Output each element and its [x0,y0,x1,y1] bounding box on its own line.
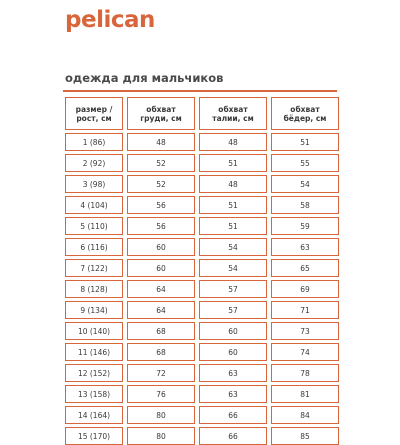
cell-hips: 84 [271,406,339,424]
cell-hips: 73 [271,322,339,340]
page-title: одежда для мальчиков [65,71,224,85]
header-size-height: размер / рост, см [65,97,123,130]
cell-size-height: 11 (146) [65,343,123,361]
cell-chest: 60 [127,259,195,277]
cell-waist: 48 [199,175,267,193]
cell-size-height: 9 (134) [65,301,123,319]
cell-size-height: 10 (140) [65,322,123,340]
cell-waist: 63 [199,385,267,403]
cell-waist: 54 [199,259,267,277]
cell-chest: 56 [127,196,195,214]
cell-hips: 65 [271,259,339,277]
cell-hips: 63 [271,238,339,256]
cell-hips: 81 [271,385,339,403]
header-hips: обхват бёдер, см [271,97,339,130]
cell-waist: 51 [199,154,267,172]
cell-size-height: 7 (122) [65,259,123,277]
cell-size-height: 14 (164) [65,406,123,424]
cell-waist: 60 [199,343,267,361]
brand-logo: pelican [65,7,155,33]
cell-waist: 48 [199,133,267,151]
cell-hips: 71 [271,301,339,319]
cell-chest: 68 [127,322,195,340]
cell-waist: 60 [199,322,267,340]
size-table [65,97,335,445]
cell-size-height: 3 (98) [65,175,123,193]
cell-waist: 66 [199,427,267,445]
cell-chest: 64 [127,301,195,319]
cell-chest: 68 [127,343,195,361]
cell-hips: 51 [271,133,339,151]
cell-hips: 55 [271,154,339,172]
cell-hips: 69 [271,280,339,298]
cell-chest: 48 [127,133,195,151]
cell-hips: 54 [271,175,339,193]
cell-chest: 64 [127,280,195,298]
cell-waist: 63 [199,364,267,382]
cell-chest: 52 [127,175,195,193]
cell-size-height: 2 (92) [65,154,123,172]
cell-chest: 76 [127,385,195,403]
cell-waist: 57 [199,280,267,298]
size-chart-page [60,0,340,441]
cell-chest: 80 [127,406,195,424]
cell-size-height: 4 (104) [65,196,123,214]
cell-chest: 56 [127,217,195,235]
cell-waist: 54 [199,238,267,256]
cell-size-height: 8 (128) [65,280,123,298]
cell-size-height: 15 (170) [65,427,123,445]
cell-chest: 60 [127,238,195,256]
cell-size-height: 5 (110) [65,217,123,235]
cell-hips: 85 [271,427,339,445]
cell-chest: 72 [127,364,195,382]
cell-waist: 51 [199,217,267,235]
cell-size-height: 12 (152) [65,364,123,382]
cell-hips: 78 [271,364,339,382]
cell-size-height: 6 (116) [65,238,123,256]
cell-waist: 66 [199,406,267,424]
cell-size-height: 13 (158) [65,385,123,403]
cell-chest: 80 [127,427,195,445]
header-chest: обхват груди, см [127,97,195,130]
cell-waist: 57 [199,301,267,319]
cell-hips: 58 [271,196,339,214]
header-waist: обхват талии, см [199,97,267,130]
cell-hips: 59 [271,217,339,235]
cell-chest: 52 [127,154,195,172]
cell-size-height: 1 (86) [65,133,123,151]
cell-hips: 74 [271,343,339,361]
title-divider [63,90,337,92]
cell-waist: 51 [199,196,267,214]
